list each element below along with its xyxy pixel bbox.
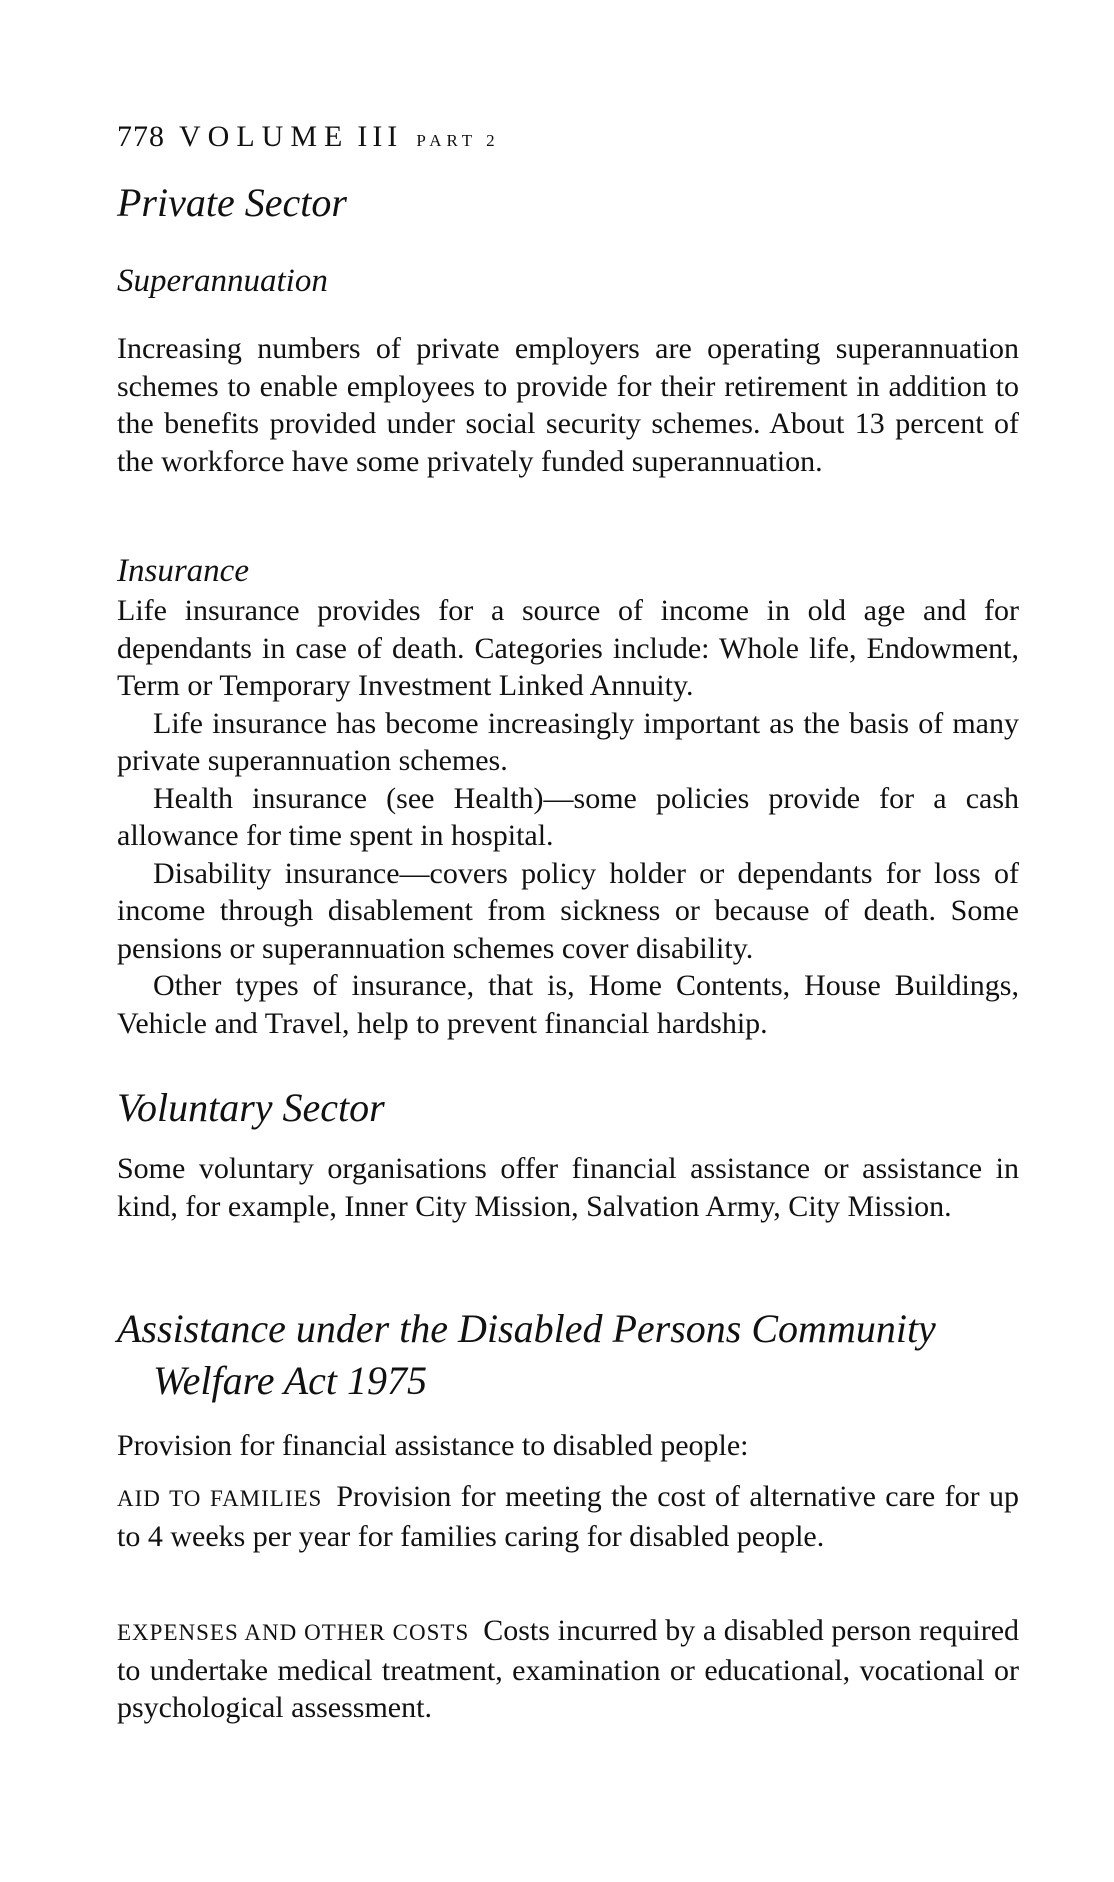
- paragraph-insurance-other: Other types of insurance, that is, Home Contents, House Buildings, Vehicle and Travel, help to prevent financial hardship.: [117, 969, 1019, 1040]
- item-text: Provision for meeting the cost of alternative care for up to 4 weeks per year for families caring for disabled people.: [117, 1480, 1019, 1553]
- volume-label: VOLUME: [179, 120, 350, 153]
- paragraph-disabled-intro: Provision for financial assistance to disabled people:: [117, 1429, 749, 1462]
- running-head: [117, 120, 500, 154]
- heading-private-sector: Private Sector: [117, 180, 347, 225]
- insurance-section: [117, 592, 1019, 1042]
- heading-voluntary-sector: Voluntary Sector: [117, 1085, 385, 1130]
- part-label: PART 2: [416, 131, 500, 150]
- paragraph-insurance-importance: Life insurance has become increasingly important as the basis of many private superannuation schemes.: [117, 706, 1019, 777]
- page-number: 778: [117, 120, 165, 153]
- heading-superannuation: Superannuation: [117, 263, 328, 299]
- paragraph-insurance-health: Health insurance (see Health)—some policies provide for a cash allowance for time spent in hospital.: [117, 781, 1019, 852]
- heading-insurance: Insurance: [117, 553, 249, 589]
- paragraph-superannuation: Increasing numbers of private employers are operating superannuation schemes to enable employees to provide for their retirement in addition to the benefits provided under social security schemes. About 13 percent of the workforce have some privately funded superannuation.: [117, 332, 1019, 478]
- item-label: AID TO FAMILIES: [117, 1486, 323, 1511]
- item-text: Costs incurred by a disabled person required to undertake medical treatment, examination or educational, vocational or psychological assessment.: [117, 1614, 1020, 1724]
- item-aid-to-families: [117, 1478, 1019, 1555]
- item-label: EXPENSES AND OTHER COSTS: [117, 1620, 470, 1645]
- item-expenses-and-other-costs: [117, 1612, 1019, 1727]
- heading-disabled-persons-line-2: Welfare Act 1975: [153, 1358, 428, 1403]
- heading-disabled-persons-line-1: Assistance under the Disabled Persons Community: [117, 1306, 936, 1351]
- paragraph-insurance-life: Life insurance provides for a source of income in old age and for dependants in case of death. Categories include: Whole life, Endowment, Term or Temporary Investment Linked Annuity.: [117, 594, 1019, 702]
- paragraph-voluntary-sector: Some voluntary organisations offer financial assistance or assistance in kind, for example, Inner City Mission, Salvation Army, City Mission.: [117, 1152, 1019, 1223]
- volume-number: III: [357, 120, 403, 153]
- paragraph-insurance-disability: Disability insurance—covers policy holder or dependants for loss of income through disablement from sickness or because of death. Some pensions or superannuation schemes cover disability.: [117, 856, 1019, 965]
